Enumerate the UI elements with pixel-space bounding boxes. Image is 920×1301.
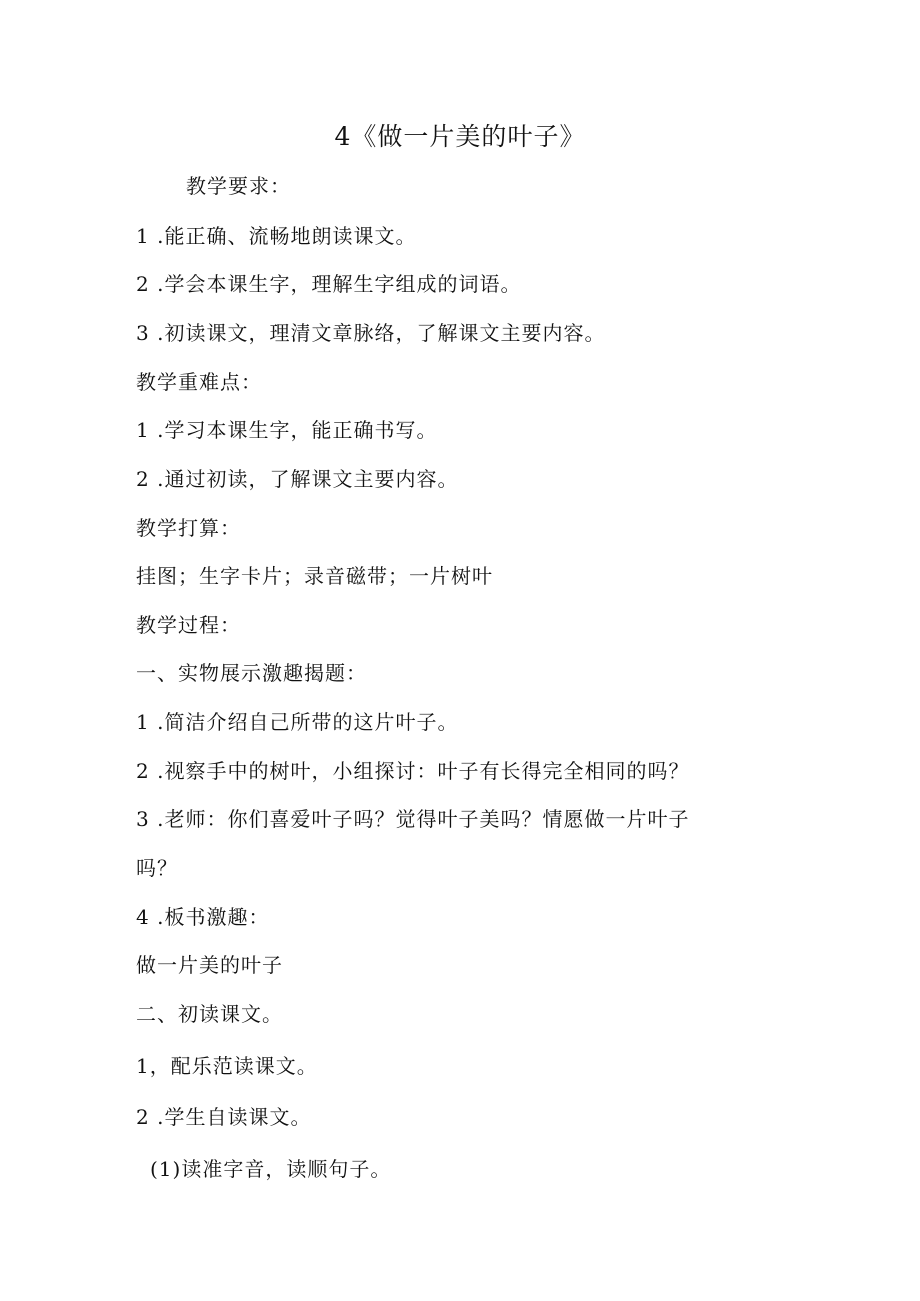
paragraph-line: 2 .学会本课生字，理解生字组成的词语。 xyxy=(136,272,522,296)
subsection-heading: 一、实物展示激趣揭题： xyxy=(136,661,367,685)
paragraph-line: 挂图；生字卡片；录音磁带；一片树叶 xyxy=(136,564,493,588)
paragraph-line: 1 .学习本课生字，能正确书写。 xyxy=(136,418,438,442)
paragraph-line: 2 .视察手中的树叶，小组探讨：叶子有长得完全相同的吗？ xyxy=(136,759,690,783)
paragraph-line: 1 .简洁介绍自己所带的这片叶子。 xyxy=(136,710,459,734)
paragraph-line: 吗？ xyxy=(136,856,178,880)
subsection-heading: 二、初读课文。 xyxy=(136,1002,283,1026)
section-heading-requirements: 教学要求： xyxy=(186,174,291,198)
section-heading-key-points: 教学重难点： xyxy=(136,370,262,394)
paragraph-line: 3 .初读课文，理清文章脉络，了解课文主要内容。 xyxy=(136,321,606,345)
paragraph-line: 1 .能正确、流畅地朗读课文。 xyxy=(136,224,417,248)
section-heading-preparation: 教学打算： xyxy=(136,516,241,540)
paragraph-line: 1，配乐范读课文。 xyxy=(136,1054,318,1078)
paragraph-line: 3 .老师：你们喜爱叶子吗？觉得叶子美吗？情愿做一片叶子 xyxy=(136,807,690,831)
paragraph-line: 4 .板书激趣： xyxy=(136,905,270,929)
paragraph-line: 2 .学生自读课文。 xyxy=(136,1105,312,1129)
paragraph-line: (1)读准字音，读顺句子。 xyxy=(150,1157,392,1181)
document-title: 4《做一片美的叶子》 xyxy=(334,122,586,151)
section-heading-process: 教学过程： xyxy=(136,613,241,637)
paragraph-line: 2 .通过初读，了解课文主要内容。 xyxy=(136,467,459,491)
paragraph-line: 做一片美的叶子 xyxy=(136,953,283,977)
